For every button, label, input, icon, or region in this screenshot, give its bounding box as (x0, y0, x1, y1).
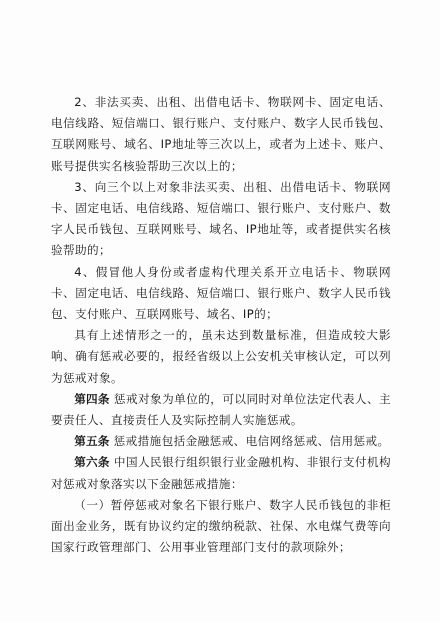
article-5 (51, 431, 391, 452)
article-6 (51, 452, 391, 494)
paragraph-text: 惩戒对象为单位的，可以同时对单位法定代表人、主要责任人、直接责任人及实际控制人实施惩戒。 (51, 391, 392, 428)
measure-item-1 (51, 495, 391, 559)
paragraph-text: 惩戒措施包括金融惩戒、电信网络惩戒、信用惩戒。 (113, 434, 390, 449)
paragraph-text: 4、假冒他人身份或者虚构代理关系开立电话卡、物联网卡、固定电话、电信线路、短信端口、银行账户、数字人民币钱包、支付账户、互联网账号、域名、IP的； (51, 264, 391, 322)
paragraph-item-2 (51, 92, 391, 177)
article-label: 第四条 (74, 391, 110, 406)
document-body (51, 92, 391, 558)
paragraph-text: 具有上述情形之一的，虽未达到数量标准，但造成较大影响、确有惩戒必要的，报经省级以上公安机关审核认定，可以列为惩戒对象。 (51, 328, 391, 385)
article-label: 第五条 (74, 434, 110, 449)
article-label: 第六条 (74, 455, 110, 470)
paragraph-text: 3、向三个以上对象非法买卖、出租、出借电话卡、物联网卡、固定电话、电信线路、短信端口、银行账户、支付账户、数字人民币钱包、互联网账号、域名、IP地址等，或者提供实名核验帮助的； (51, 179, 391, 258)
paragraph-text: 2、非法买卖、出租、出借电话卡、物联网卡、固定电话、电信线路、短信端口、银行账户、支付账户、数字人民币钱包、互联网账号、域名、IP地址等三次以上，或者为上述卡、账户、账号提供实名核验帮助三次以上的； (51, 95, 391, 173)
paragraph-text: （一）暂停惩戒对象名下银行账户、数字人民币钱包的非柜面出金业务，既有协议约定的缴纳税款、社保、水电煤气费等向国家行政管理部门、公用事业管理部门支付的款项除外； (51, 497, 391, 555)
article-4 (51, 389, 391, 431)
paragraph-text: 中国人民银行组织银行业金融机构、非银行支付机构对惩戒对象落实以下金融惩戒措施： (51, 455, 392, 491)
paragraph-item-3 (51, 177, 391, 262)
paragraph-exception (51, 325, 391, 389)
paragraph-item-4 (51, 262, 391, 326)
